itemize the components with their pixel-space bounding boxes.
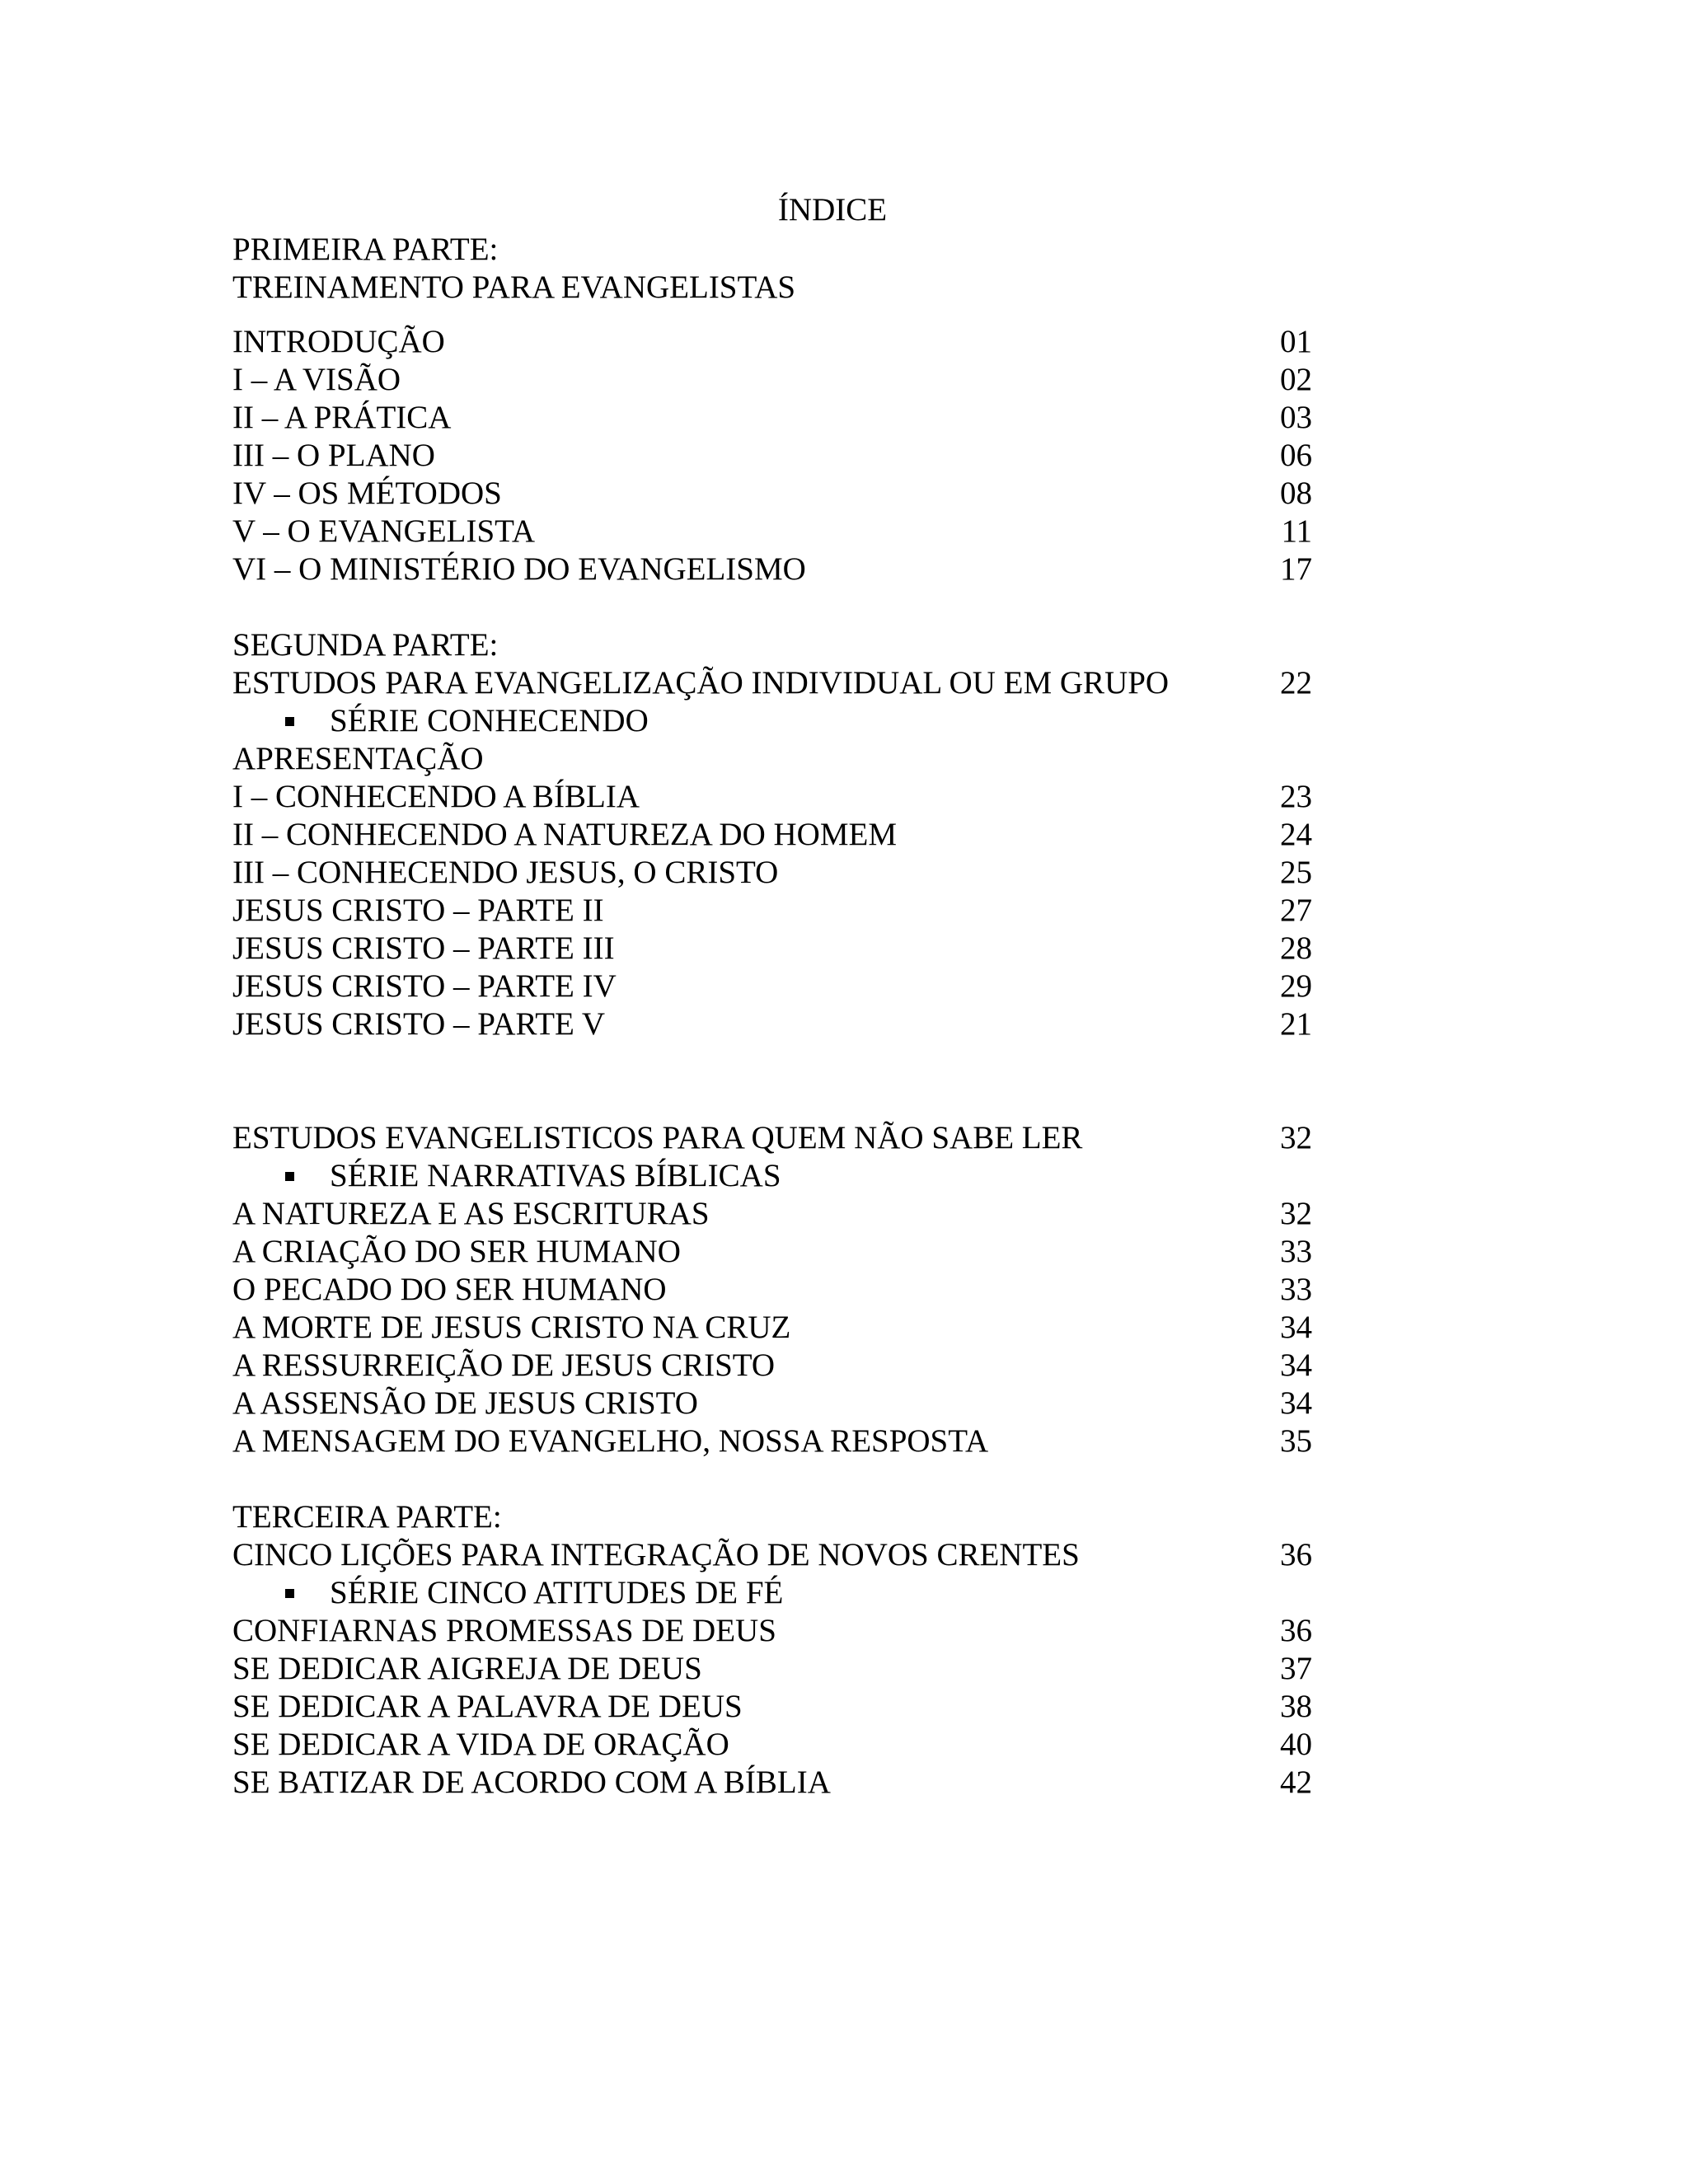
part3-subheading	[232, 1536, 1312, 1574]
toc-entry-page: 03	[1280, 400, 1312, 435]
toc-entry-page: 32	[1280, 1120, 1312, 1155]
presentation-label: APRESENTAÇÃO	[232, 741, 484, 776]
toc-entry-label: I – CONHECENDO A BÍBLIA	[232, 779, 640, 814]
toc-entry	[232, 551, 1312, 588]
toc-entry-page: 11	[1281, 513, 1312, 549]
toc-entry-page: 33	[1280, 1272, 1312, 1307]
square-bullet-icon	[285, 1589, 294, 1598]
toc-entry-page: 32	[1280, 1196, 1312, 1231]
toc-entry-label: INTRODUÇÃO	[232, 324, 445, 359]
toc-entry	[232, 1233, 1312, 1271]
part-heading-text: TERCEIRA PARTE:	[232, 1499, 502, 1535]
series-label: SÉRIE CINCO ATITUDES DE FÉ	[330, 1575, 784, 1610]
part1-heading	[232, 231, 1312, 269]
toc-entry-label: SE BATIZAR DE ACORDO COM A BÍBLIA	[232, 1765, 831, 1800]
series-bullet	[232, 702, 1312, 740]
toc-entry	[232, 1005, 1312, 1043]
toc-entry-page: 08	[1280, 476, 1312, 511]
toc-entry-page: 34	[1280, 1385, 1312, 1421]
toc-entry-page: 25	[1280, 855, 1312, 890]
toc-entry-page: 33	[1280, 1234, 1312, 1269]
toc-entry	[232, 513, 1312, 551]
toc-entry-label: A MENSAGEM DO EVANGELHO, NOSSA RESPOSTA	[232, 1423, 989, 1459]
toc-entry-page: 02	[1280, 362, 1312, 397]
series-bullet	[232, 1157, 1312, 1195]
toc-entry-label: VI – O MINISTÉRIO DO EVANGELISMO	[232, 551, 806, 587]
toc-entry	[232, 854, 1312, 892]
toc-entry-label: II – A PRÁTICA	[232, 400, 452, 435]
toc-entry-label: A MORTE DE JESUS CRISTO NA CRUZ	[232, 1310, 791, 1345]
toc-entry	[232, 1612, 1312, 1650]
section-subheading	[232, 1119, 1312, 1157]
toc-entry	[232, 968, 1312, 1005]
toc-entry-label: SE DEDICAR AIGREJA DE DEUS	[232, 1651, 702, 1686]
toc-entry-page: 37	[1280, 1651, 1312, 1686]
toc-entry-label: A NATUREZA E AS ESCRITURAS	[232, 1196, 710, 1231]
toc-entry-label: III – O PLANO	[232, 438, 435, 473]
part-heading-text: PRIMEIRA PARTE:	[232, 232, 499, 267]
toc-entry-page: 21	[1280, 1006, 1312, 1042]
toc-entry-label: JESUS CRISTO – PARTE II	[232, 893, 604, 928]
part1-subheading	[232, 269, 1312, 307]
square-bullet-icon	[285, 1172, 294, 1181]
toc-entry-label: A ASSENSÃO DE JESUS CRISTO	[232, 1385, 698, 1421]
toc-entry	[232, 1650, 1312, 1688]
toc-entry-label: SE DEDICAR A PALAVRA DE DEUS	[232, 1689, 743, 1724]
part3-heading	[232, 1498, 1312, 1536]
toc-entry-page: 34	[1280, 1347, 1312, 1383]
toc-entry	[232, 1726, 1312, 1764]
toc-entry	[232, 1764, 1312, 1802]
toc-entry	[232, 323, 1312, 361]
toc-entry-label: JESUS CRISTO – PARTE IV	[232, 968, 617, 1004]
toc-entry	[232, 1422, 1312, 1460]
toc-entry-label: V – O EVANGELISTA	[232, 513, 536, 549]
toc-entry-page: 36	[1280, 1613, 1312, 1648]
toc-entry-page: 36	[1280, 1537, 1312, 1572]
toc-entry	[232, 1309, 1312, 1347]
toc-entry-label: SE DEDICAR A VIDA DE ORAÇÃO	[232, 1727, 729, 1762]
toc-entry	[232, 399, 1312, 437]
series-bullet	[232, 1574, 1312, 1612]
toc-entry-page: 24	[1280, 817, 1312, 852]
toc-entry-page: 29	[1280, 968, 1312, 1004]
toc-entry-page: 35	[1280, 1423, 1312, 1459]
toc-entry-label: JESUS CRISTO – PARTE III	[232, 930, 615, 966]
toc-entry	[232, 361, 1312, 399]
toc-entry-page: 06	[1280, 438, 1312, 473]
part-subheading-text: CINCO LIÇÕES PARA INTEGRAÇÃO DE NOVOS CRENTES	[232, 1537, 1080, 1572]
toc-entry-page: 38	[1280, 1689, 1312, 1724]
presentation-heading	[232, 740, 1312, 778]
toc-entry-label: CONFIARNAS PROMESSAS DE DEUS	[232, 1613, 776, 1648]
toc-entry-label: II – CONHECENDO A NATUREZA DO HOMEM	[232, 817, 897, 852]
toc-entry-page: 27	[1280, 893, 1312, 928]
toc-entry-label: III – CONHECENDO JESUS, O CRISTO	[232, 855, 779, 890]
toc-entry	[232, 892, 1312, 930]
toc-entry-page: 23	[1280, 779, 1312, 814]
toc-entry-label: A CRIAÇÃO DO SER HUMANO	[232, 1234, 681, 1269]
toc-entry	[232, 1688, 1312, 1726]
toc-entry	[232, 816, 1312, 854]
toc-entry-page: 17	[1280, 551, 1312, 587]
toc-entry	[232, 778, 1312, 816]
toc-entry	[232, 930, 1312, 968]
toc-entry-page: 28	[1280, 930, 1312, 966]
part-subheading-text: TREINAMENTO PARA EVANGELISTAS	[232, 269, 796, 305]
part2-heading	[232, 626, 1312, 664]
toc-entry-page: 34	[1280, 1310, 1312, 1345]
toc-entry-page: 40	[1280, 1727, 1312, 1762]
toc-entry-label: A RESSURREIÇÃO DE JESUS CRISTO	[232, 1347, 776, 1383]
toc-entry-label: JESUS CRISTO – PARTE V	[232, 1006, 606, 1042]
part-subheading-text: ESTUDOS PARA EVANGELIZAÇÃO INDIVIDUAL OU EM GRUPO	[232, 665, 1170, 701]
toc-entry	[232, 1385, 1312, 1422]
part-heading-text: SEGUNDA PARTE:	[232, 627, 499, 663]
square-bullet-icon	[285, 717, 294, 726]
toc-entry-label: I – A VISÃO	[232, 362, 401, 397]
toc-entry-page: 01	[1280, 324, 1312, 359]
toc-entry	[232, 1271, 1312, 1309]
index-title: ÍNDICE	[777, 192, 888, 227]
toc-entry	[232, 1195, 1312, 1233]
toc-entry	[232, 1347, 1312, 1385]
part-subheading-text: ESTUDOS EVANGELISTICOS PARA QUEM NÃO SABE LER	[232, 1120, 1083, 1155]
toc-entry	[232, 437, 1312, 475]
toc-entry-label: IV – OS MÉTODOS	[232, 476, 502, 511]
part2-subheading	[232, 664, 1312, 702]
toc-entry-page: 22	[1280, 665, 1312, 701]
series-label: SÉRIE CONHECENDO	[330, 703, 649, 738]
series-label: SÉRIE NARRATIVAS BÍBLICAS	[330, 1158, 781, 1193]
toc-entry-label: O PECADO DO SER HUMANO	[232, 1272, 667, 1307]
toc-entry	[232, 475, 1312, 513]
toc-entry-page: 42	[1280, 1765, 1312, 1800]
